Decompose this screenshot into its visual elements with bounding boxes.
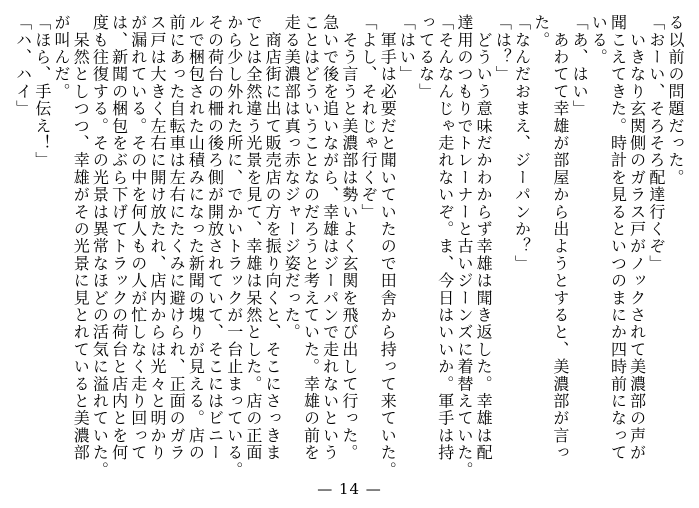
text-column: ってるな」 [416,14,436,100]
text-column: 「は？」 [493,14,513,83]
page-number: — 14 — [317,480,382,498]
text-column: 聞こえてきた。時計を見るといつのまにか四時前になって [608,14,628,462]
text-column: いる。 [589,14,609,66]
text-column: ルで梱包された山積みになった新聞の塊りが見える。店の [186,14,206,462]
text-column: た。 [531,14,551,49]
text-column: 「なんだおまえ、ジーパンか？」 [512,14,532,272]
text-column: が叫んだ。 [52,14,71,100]
text-column: あわてて幸雄が部屋から出ようとすると、美濃部が言っ [550,14,570,462]
text-column: その荷台の柵の後ろ側が開放されていて、そこにはビニー [205,14,225,462]
text-column: そう言うと美濃部は勢いよく玄関を飛び出して行った。 [339,14,359,462]
text-column: 商店街に出て販売店の方を振り向くと、そこにさっきま [263,14,283,462]
vertical-text-block [13,14,685,479]
text-column: 「よし、それじゃ行くぞ」 [359,14,378,221]
text-column: が漏れている。その中を何人もの人が忙しなく走り回って [128,14,148,462]
text-column: る以前の問題だった。 [666,14,685,186]
text-column: 「おーい、そろそろ配達行くぞ」 [646,14,666,272]
text-column: 「あ、はい」 [570,14,590,118]
text-column: 度も往復する。その光景は異常なほどの活気に溢れていた。 [90,14,110,479]
text-column: ことはどういうことなのだろうと考えていた。幸雄の前を [301,14,321,462]
text-column: 走る美濃部は真っ赤なジャージ姿だった。 [282,14,302,341]
text-column: いきなり玄関側のガラス戸がノックされて美濃部の声が [627,14,647,462]
text-column: ス戸は大きく左右に開け放たれ、店内からは光々と明かり [147,14,167,462]
text-column: どういう意味だかわからず幸雄は聞き返した。幸雄は配 [474,14,494,462]
text-column: 「ハ、ハイ」 [13,14,33,118]
text-column: 「はい」 [397,14,417,83]
text-column: は、新聞の梱包をぶら下げてトラックの荷台と店内とを何 [109,14,129,462]
text-column: から少し外れた所に、でかいトラックが一台止まっている。 [224,14,244,479]
text-column: 達用のつもりでトレーナーと古いジーンズに着替えていた。 [454,14,474,479]
text-column: 「そんなんじゃ走れないぞ。ま、今日はいいか。軍手は持 [435,14,455,462]
text-column: 急いで後を追いながら、幸雄はジーパンで走れないという [320,14,340,462]
text-column: 前にあった自転車は左右にたくみに避けられ、正面のガラ [167,14,187,462]
text-column: 「ほら、手伝え！」 [32,14,52,169]
text-column: でとは全然違う光景を見て、幸雄は呆然とした。店の正面 [243,14,263,462]
text-column: 軍手は必要だと聞いていたので田舎から持って来ていた。 [378,14,398,479]
text-column: 呆然としつつ、幸雄がその光景に見とれていると美濃部 [71,14,91,462]
